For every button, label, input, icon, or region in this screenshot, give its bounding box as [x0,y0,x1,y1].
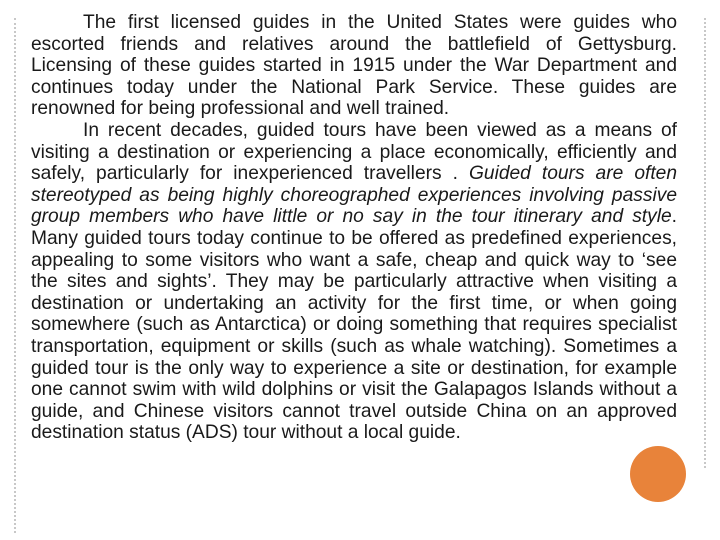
slide-body-text [31,12,677,444]
paragraph-2-rest: . Many guided tours today continue to be offered as predefined experiences, appealing to some visitors who want a safe, cheap and quick way to ‘see the sites and sights’. They may be particularly attractive when visiting a destination or undertaking an activity for the first time, or when going somewhere (such as Antarctica) or doing something that requires specialist transportation, equipment or skills (such as whale watching). Sometimes a guided tour is the only way to experience a site or destination, for example one cannot swim with wild dolphins or visit the Galapagos Islands without a guide, and Chinese visitors cannot travel outside China on an approved destination status (ADS) tour without a local guide. [31,206,677,444]
paragraph-2-italic-emphasis: Guided tours are often stereotyped as being highly choreographed experiences involving passive group members who have little or no say in the tour itinerary and style [31,163,677,228]
paragraph-licensed-guides: The first licensed guides in the United States were guides who escorted friends and relatives around the battlefield of Gettysburg. Licensing of these guides started in 1915 under the War Department and continues today under the National Park Service. These guides are renowned for being professional and well trained. [31,12,677,120]
paragraph-guided-tours [31,120,677,444]
left-dotted-rule [14,18,16,533]
orange-circle-decoration [630,446,686,502]
right-dotted-rule [704,18,706,468]
paragraph-2-intro: In recent decades, guided tours have been viewed as a means of visiting a destination or experiencing a place economically, efficiently and safely, particularly for inexperienced travellers . [31,119,677,185]
